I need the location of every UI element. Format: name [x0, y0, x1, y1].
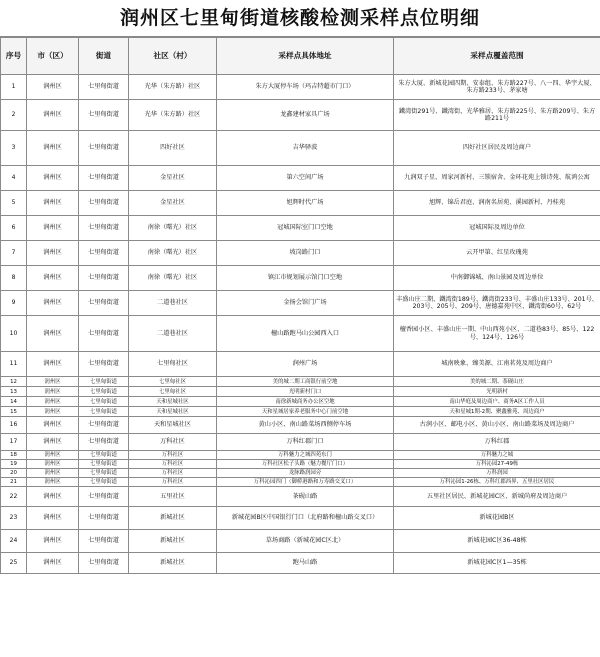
row-community: 光华（朱方路）社区	[129, 100, 217, 131]
table-row	[1, 530, 600, 553]
row-address: 檀山路跑马山公园西入口	[217, 316, 394, 352]
row-community: 二道巷社区	[129, 316, 217, 352]
row-address: 跑马山路	[217, 553, 394, 574]
row-address: 龙鑫建材家具广场	[217, 100, 394, 131]
row-street: 七里甸街道	[79, 216, 129, 241]
row-coverage: 万科红郡	[394, 434, 600, 451]
table-row	[1, 553, 600, 574]
row-no: 2	[1, 100, 27, 131]
table-row	[1, 460, 600, 469]
row-address: 吉华驿波	[217, 131, 394, 166]
row-street: 七里甸街道	[79, 460, 129, 469]
row-no: 16	[1, 417, 27, 434]
table-row	[1, 75, 600, 100]
row-coverage: 万科沁园1-26栋、万科红郡西界、五里社区居民	[394, 478, 600, 487]
row-no: 21	[1, 478, 27, 487]
row-address: 坡岗路门口	[217, 241, 394, 266]
row-no: 11	[1, 352, 27, 377]
row-no: 25	[1, 553, 27, 574]
header-row	[1, 38, 600, 75]
row-no: 19	[1, 460, 27, 469]
table-row	[1, 291, 600, 316]
row-street: 七里甸街道	[79, 397, 129, 407]
row-coverage: 万科沁园27-49栋	[394, 460, 600, 469]
row-district: 润州区	[27, 131, 79, 166]
row-district: 润州区	[27, 352, 79, 377]
row-address: 美的城二期工商银行前空地	[217, 377, 394, 387]
row-coverage: 鐵湾街291号、鐵湾街、光华雅居、朱方路225号、朱方路209号、朱方路211号	[394, 100, 600, 131]
row-community: 二道巷社区	[129, 291, 217, 316]
row-no: 14	[1, 397, 27, 407]
row-district: 润州区	[27, 417, 79, 434]
row-street: 七里甸街道	[79, 387, 129, 397]
row-street: 七里甸街道	[79, 451, 129, 460]
row-district: 润州区	[27, 316, 79, 352]
row-district: 润州区	[27, 166, 79, 191]
row-district: 润州区	[27, 478, 79, 487]
table-row	[1, 241, 600, 266]
row-street: 七里甸街道	[79, 507, 129, 530]
row-community: 新城社区	[129, 553, 217, 574]
row-coverage: 四好社区居民及周边商户	[394, 131, 600, 166]
row-no: 18	[1, 451, 27, 460]
table-row	[1, 507, 600, 530]
row-district: 润州区	[27, 530, 79, 553]
row-coverage: 冠城国际及周边单位	[394, 216, 600, 241]
row-no: 3	[1, 131, 27, 166]
row-address: 万科红郡门口	[217, 434, 394, 451]
table-row	[1, 216, 600, 241]
row-street: 七里甸街道	[79, 131, 129, 166]
header-no: 序号	[1, 38, 27, 75]
row-district: 润州区	[27, 377, 79, 387]
row-no: 22	[1, 487, 27, 507]
row-district: 润州区	[27, 451, 79, 460]
row-coverage: 古润小区、邮电小区、黄山小区、南山路菜场及周边商户	[394, 417, 600, 434]
row-coverage: 丰盛山庄二期、鐵湾街189号、鐵湾街233号、丰盛山庄133号、201号、203号、205号、209号、唐德嘉苑中区、鐵湾街60号、62号	[394, 291, 600, 316]
header-street: 街道	[79, 38, 129, 75]
row-community: 万科社区	[129, 469, 217, 478]
row-district: 润州区	[27, 434, 79, 451]
row-address: 旭辉时代广场	[217, 191, 394, 216]
row-address: 朱方大厦停车场（玛吉特超市门口）	[217, 75, 394, 100]
row-district: 润州区	[27, 387, 79, 397]
table-row	[1, 266, 600, 291]
row-street: 七里甸街道	[79, 530, 129, 553]
row-street: 七里甸街道	[79, 241, 129, 266]
row-community: 万科社区	[129, 434, 217, 451]
row-district: 润州区	[27, 266, 79, 291]
table-row	[1, 131, 600, 166]
row-community: 天和星城社区	[129, 417, 217, 434]
row-community: 天和星城社区	[129, 397, 217, 407]
row-address: 黄山小区、南山路菜场西侧停车场	[217, 417, 394, 434]
table-row	[1, 407, 600, 417]
row-address: 天和星城居家养老服务中心门前空地	[217, 407, 394, 417]
row-coverage: 万科魅力之城	[394, 451, 600, 460]
row-no: 6	[1, 216, 27, 241]
table-row	[1, 352, 600, 377]
row-community: 南徐（曙光）社区	[129, 241, 217, 266]
row-community: 七里甸社区	[129, 387, 217, 397]
row-no: 8	[1, 266, 27, 291]
row-address: 第六空间广场	[217, 166, 394, 191]
row-community: 万科社区	[129, 460, 217, 469]
row-no: 17	[1, 434, 27, 451]
row-district: 润州区	[27, 291, 79, 316]
table-row	[1, 166, 600, 191]
row-no: 23	[1, 507, 27, 530]
table-row	[1, 377, 600, 387]
row-community: 南徐（曙光）社区	[129, 266, 217, 291]
row-street: 七里甸街道	[79, 377, 129, 387]
row-street: 七里甸街道	[79, 434, 129, 451]
row-no: 7	[1, 241, 27, 266]
row-address: 南徐新城商务办公区空地	[217, 397, 394, 407]
row-coverage: 新城花园B区	[394, 507, 600, 530]
row-district: 润州区	[27, 397, 79, 407]
row-coverage: 光明新村	[394, 387, 600, 397]
row-street: 七里甸街道	[79, 75, 129, 100]
row-district: 润州区	[27, 553, 79, 574]
table-row	[1, 316, 600, 352]
table-row	[1, 469, 600, 478]
row-district: 润州区	[27, 191, 79, 216]
row-address: 万科魅力之城四苑东门	[217, 451, 394, 460]
row-address: 光明新村门口	[217, 387, 394, 397]
row-street: 七里甸街道	[79, 316, 129, 352]
row-street: 七里甸街道	[79, 553, 129, 574]
row-coverage: 旭辉、锦岳君庭、润南名居苑、溪园新村、丹桂苑	[394, 191, 600, 216]
row-community: 南徐（曙光）社区	[129, 216, 217, 241]
row-street: 七里甸街道	[79, 100, 129, 131]
table-row	[1, 487, 600, 507]
row-no: 13	[1, 387, 27, 397]
table-row	[1, 100, 600, 131]
row-no: 9	[1, 291, 27, 316]
header-address: 采样点具体地址	[217, 38, 394, 75]
row-district: 润州区	[27, 460, 79, 469]
row-district: 润州区	[27, 100, 79, 131]
row-coverage: 新城花园C区36-48栋	[394, 530, 600, 553]
row-coverage: 美的城二期、茶砚山庄	[394, 377, 600, 387]
row-district: 润州区	[27, 487, 79, 507]
row-address: 龙脉路润园旁	[217, 469, 394, 478]
row-coverage: 檀香园小区、丰盛山庄一期、中山西苑小区、二道巷83号、85号、122号、124号、126号	[394, 316, 600, 352]
sheet-title: 润州区七里甸街道核酸检测采样点位明细	[0, 0, 600, 37]
row-community: 光华（朱方路）社区	[129, 75, 217, 100]
row-no: 5	[1, 191, 27, 216]
row-street: 七里甸街道	[79, 487, 129, 507]
row-address: 茶砚山路	[217, 487, 394, 507]
row-address: 草场商路（新城花园C区北）	[217, 530, 394, 553]
row-coverage: 九润双子星、周家河新村、三锁宿舍、金环花苑上锁诗苑、航鸿公寓	[394, 166, 600, 191]
row-district: 润州区	[27, 507, 79, 530]
table-row	[1, 417, 600, 434]
row-address: 冠城国际室门口空地	[217, 216, 394, 241]
table-row	[1, 387, 600, 397]
row-no: 1	[1, 75, 27, 100]
row-community: 金星社区	[129, 191, 217, 216]
row-no: 12	[1, 377, 27, 387]
row-coverage: 天和星城1期-2期、聚鑫雅苑、周边商户	[394, 407, 600, 417]
row-district: 润州区	[27, 407, 79, 417]
row-community: 万科社区	[129, 478, 217, 487]
header-coverage: 采样点覆盖范围	[394, 38, 600, 75]
row-coverage: 万科润园	[394, 469, 600, 478]
row-street: 七里甸街道	[79, 266, 129, 291]
row-coverage: 城南映象、臻美源、江南茗苑及周边商户	[394, 352, 600, 377]
row-street: 七里甸街道	[79, 352, 129, 377]
sampling-table	[0, 37, 600, 574]
row-district: 润州区	[27, 216, 79, 241]
row-no: 24	[1, 530, 27, 553]
header-district: 市（区）	[27, 38, 79, 75]
row-community: 五里社区	[129, 487, 217, 507]
row-district: 润州区	[27, 75, 79, 100]
row-no: 4	[1, 166, 27, 191]
row-community: 四好社区	[129, 131, 217, 166]
row-address: 万科沁园四门（御桥港路和万寿路交叉口）	[217, 478, 394, 487]
row-no: 20	[1, 469, 27, 478]
row-coverage: 南山华庭及周边商户、商务A区工作人员	[394, 397, 600, 407]
row-district: 润州区	[27, 241, 79, 266]
row-district: 润州区	[27, 469, 79, 478]
row-no: 10	[1, 316, 27, 352]
table-row	[1, 478, 600, 487]
table-row	[1, 451, 600, 460]
row-street: 七里甸街道	[79, 417, 129, 434]
row-coverage: 朱方大厦、新城花园四期、安泰组、朱方路227号、八一四、华宇大厦、朱方路233号、茅家塘	[394, 75, 600, 100]
row-address: 金扬会馆门广场	[217, 291, 394, 316]
table-row	[1, 397, 600, 407]
row-community: 七里甸社区	[129, 352, 217, 377]
row-coverage: 五里社区居民、新城花园C区、新城尚府及周边商户	[394, 487, 600, 507]
row-coverage: 中南御锦城、南山景园及周边单位	[394, 266, 600, 291]
row-address: 新城花园B区中国银行门口（北府路和檀山路交叉口）	[217, 507, 394, 530]
row-community: 万科社区	[129, 451, 217, 460]
row-coverage: 云开甲第、红星玫瑰苑	[394, 241, 600, 266]
row-street: 七里甸街道	[79, 407, 129, 417]
row-street: 七里甸街道	[79, 478, 129, 487]
row-community: 金星社区	[129, 166, 217, 191]
table-row	[1, 434, 600, 451]
row-no: 15	[1, 407, 27, 417]
row-coverage: 新城花园C区1—35栋	[394, 553, 600, 574]
row-community: 七里甸社区	[129, 377, 217, 387]
row-street: 七里甸街道	[79, 469, 129, 478]
row-street: 七里甸街道	[79, 166, 129, 191]
header-community: 社区（村）	[129, 38, 217, 75]
row-address: 镇江市规划展示馆门口空地	[217, 266, 394, 291]
row-community: 天和星城社区	[129, 407, 217, 417]
row-street: 七里甸街道	[79, 191, 129, 216]
row-community: 新城社区	[129, 507, 217, 530]
row-address: 润州广场	[217, 352, 394, 377]
table-row	[1, 191, 600, 216]
row-street: 七里甸街道	[79, 291, 129, 316]
row-address: 万科社区松子头路（魅力餐厅门口）	[217, 460, 394, 469]
row-community: 新城社区	[129, 530, 217, 553]
